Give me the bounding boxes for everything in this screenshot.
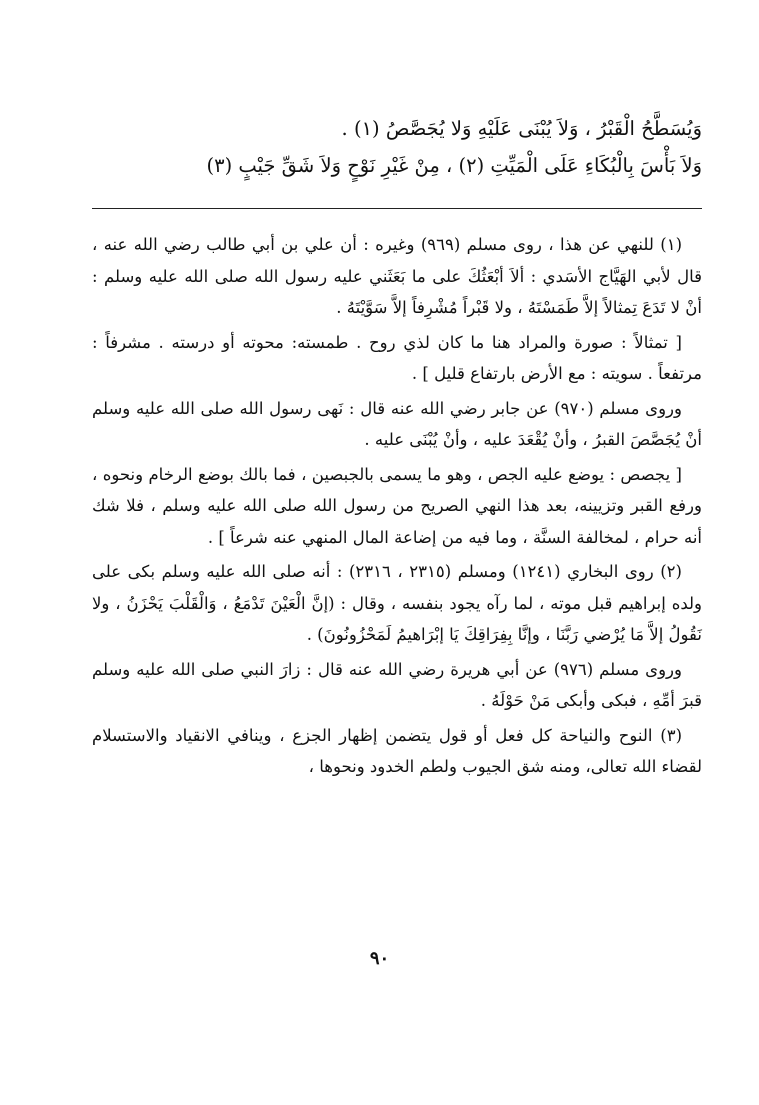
footnote-1-jabir: وروى مسلم (٩٧٠) عن جابر رضي الله عنه قال : نَهى رسول الله صلى الله عليه وسلم أنْ يُجَصَّصَ القبرُ ، وأنْ يُقْعَدَ عليه ، وأنْ يُبْنَى عليه . <box>92 398 702 449</box>
footnote-2-muslim: وروى مسلم (٩٧٦) عن أبي هريرة رضي الله عنه قال : زارَ النبي صلى الله عليه وسلم قبرَ أمِّهِ ، فبكى وأبكى مَنْ حَوْلَهُ . <box>92 659 702 710</box>
footnotes <box>92 229 702 783</box>
footnote-1-gloss-2: [ يجصص : يوضع عليه الجص ، وهو ما يسمى بالجبصين ، فما بالك بوضع الرخام ونحوه ، ورفع القبر وتزيينه، بعد هذا النهي الصريح من رسول الله صلى الله عليه وسلم ، فلا شك أنه حرام ، لمخالفة السنَّة ، وما فيه من إضاعة المال المنهي عنه شرعاً ] . <box>92 464 702 547</box>
footnote-divider <box>92 208 702 209</box>
main-text-line-1: وَيُسَطَّحُ الْقَبْرُ ، وَلاَ يُبْنَى عَلَيْهِ وَلا يُجَصَّصُ (١) . <box>341 117 702 140</box>
page-number: ٩٠ <box>369 948 390 969</box>
book-page <box>92 110 702 786</box>
footnote-2-bukhari: (٢) روى البخاري (١٢٤١) ومسلم (٢٣١٥ ، ٢٣١٦) : أنه صلى الله عليه وسلم بكى على ولده إبراهيم قبل موته ، لما رآه يجود بنفسه ، وقال : (إنَّ الْعَيْنَ تَدْمَعُ ، وَالْقَلْبَ يَحْزَنُ ، ولا نَقُولُ إلاَّ مَا يُرْضي رَبَّنَا ، وإنَّا بِفِرَاقِكَ يَا إبْرَاهيمُ لَمَحْزُونُونَ) . <box>92 562 702 644</box>
main-text-line-2: وَلاَ بَأْسَ بِالْبُكَاءِ عَلَى الْمَيِّتِ (٢) ، مِنْ غَيْرِ نَوْحٍ وَلاَ شَقِّ جَيْبٍ (٣) <box>206 154 702 177</box>
footnote-1-hadith: (١) للنهي عن هذا ، روى مسلم (٩٦٩) وغيره : أن علي بن أبي طالب رضي الله عنه ، قال لأبي الهَيَّاج الأسَدي : ألاَ أبْعَثُكَ على ما بَعَثَني عليه رسول الله صلى الله عليه وسلم : أنْ لا تَدَعَ تِمثالاً إلاَّ طَمَسْتَهُ ، ولا قَبْراً مُشْرِفاً إلاَّ سَوَّيْتَهُ . <box>92 235 702 317</box>
main-text <box>92 110 702 184</box>
footnote-3: (٣) النوح والنياحة كل فعل أو قول يتضمن إظهار الجزع ، وينافي الانقياد والاستسلام لقضاء الله تعالى، ومنه شق الجيوب ولطم الخدود ونحوها ، <box>92 725 702 776</box>
footnote-1-gloss: [ تمثالاً : صورة والمراد هنا ما كان لذي روح . طمسته: محوته أو درسته . مشرفاً : مرتفعاً . سويته : مع الأرض بارتفاع قليل ] . <box>92 332 702 383</box>
